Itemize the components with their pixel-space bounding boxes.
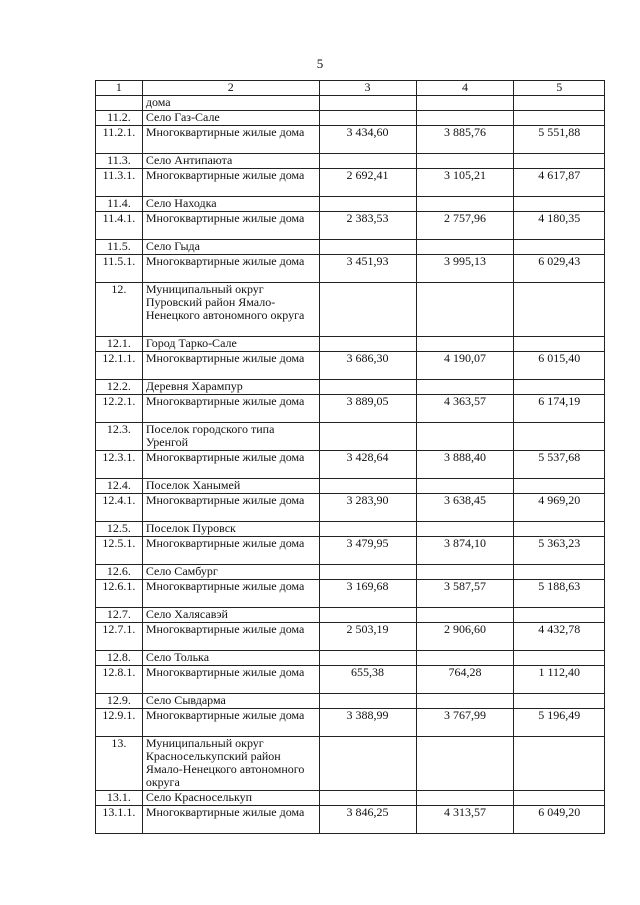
value-col4-cell [416, 791, 514, 806]
table-row [96, 522, 605, 537]
row-name-cell: Деревня Харампур [142, 380, 319, 395]
value-col3-cell [319, 240, 416, 255]
value-col3-cell: 3 451,93 [319, 255, 416, 283]
table-row [96, 96, 605, 111]
value-col5-cell: 4 617,87 [514, 169, 605, 197]
header-cell-1: 1 [96, 81, 143, 96]
row-name-cell: Муниципальный округ Красноселькупский район Ямало-Ненецкого автономного округа [142, 737, 319, 791]
value-col4-cell [416, 522, 514, 537]
value-col3-cell: 3 434,60 [319, 126, 416, 154]
table-row [96, 666, 605, 694]
value-col4-cell: 764,28 [416, 666, 514, 694]
value-col3-cell [319, 479, 416, 494]
row-number-cell: 13.1. [96, 791, 143, 806]
value-col5-cell [514, 380, 605, 395]
row-name-cell: Город Тарко-Сале [142, 337, 319, 352]
value-col4-cell: 3 587,57 [416, 580, 514, 608]
row-number-cell: 12.9.1. [96, 709, 143, 737]
value-col5-cell: 6 015,40 [514, 352, 605, 380]
row-name-cell: Многоквартирные жилые дома [142, 709, 319, 737]
value-col5-cell [514, 96, 605, 111]
value-col3-cell [319, 380, 416, 395]
row-number-cell: 11.5. [96, 240, 143, 255]
row-name-cell: Многоквартирные жилые дома [142, 580, 319, 608]
value-col3-cell: 3 846,25 [319, 806, 416, 834]
row-name-cell: Многоквартирные жилые дома [142, 494, 319, 522]
value-col4-cell [416, 154, 514, 169]
row-number-cell: 12.6. [96, 565, 143, 580]
row-number-cell: 12.4. [96, 479, 143, 494]
value-col3-cell [319, 111, 416, 126]
value-col4-cell [416, 96, 514, 111]
row-name-cell: дома [142, 96, 319, 111]
table-row [96, 154, 605, 169]
row-name-cell: Муниципальный округ Пуровский район Ямало-Ненецкого автономного округа [142, 283, 319, 337]
row-number-cell: 12.3.1. [96, 451, 143, 479]
table-row [96, 608, 605, 623]
row-name-cell: Многоквартирные жилые дома [142, 623, 319, 651]
value-col5-cell: 4 432,78 [514, 623, 605, 651]
row-name-cell: Многоквартирные жилые дома [142, 352, 319, 380]
row-number-cell: 11.4.1. [96, 212, 143, 240]
header-cell-2: 2 [142, 81, 319, 96]
value-col5-cell: 5 188,63 [514, 580, 605, 608]
value-col5-cell [514, 154, 605, 169]
value-col5-cell [514, 337, 605, 352]
value-col3-cell [319, 651, 416, 666]
header-cell-3: 3 [319, 81, 416, 96]
row-name-cell: Поселок Пуровск [142, 522, 319, 537]
value-col4-cell [416, 337, 514, 352]
value-col4-cell [416, 240, 514, 255]
row-name-cell: Многоквартирные жилые дома [142, 395, 319, 423]
row-name-cell: Многоквартирные жилые дома [142, 126, 319, 154]
value-col3-cell: 3 479,95 [319, 537, 416, 565]
table-row [96, 111, 605, 126]
row-name-cell: Многоквартирные жилые дома [142, 451, 319, 479]
value-col4-cell: 3 874,10 [416, 537, 514, 565]
value-col3-cell: 2 503,19 [319, 623, 416, 651]
table-row [96, 212, 605, 240]
value-col5-cell: 6 174,19 [514, 395, 605, 423]
row-number-cell: 12.7. [96, 608, 143, 623]
value-col5-cell [514, 111, 605, 126]
table-row [96, 423, 605, 451]
table-body [96, 81, 605, 834]
row-number-cell: 12.9. [96, 694, 143, 709]
value-col4-cell: 3 995,13 [416, 255, 514, 283]
row-name-cell: Поселок Ханымей [142, 479, 319, 494]
value-col4-cell [416, 111, 514, 126]
row-name-cell: Село Находка [142, 197, 319, 212]
row-number-cell: 13.1.1. [96, 806, 143, 834]
tariff-table [95, 80, 605, 834]
row-number-cell: 12.8.1. [96, 666, 143, 694]
row-name-cell: Село Самбург [142, 565, 319, 580]
row-number-cell: 11.3. [96, 154, 143, 169]
page-number: 5 [316, 56, 324, 71]
value-col5-cell [514, 791, 605, 806]
value-col3-cell [319, 522, 416, 537]
value-col3-cell [319, 737, 416, 791]
row-name-cell: Многоквартирные жилые дома [142, 169, 319, 197]
value-col4-cell: 3 885,76 [416, 126, 514, 154]
value-col5-cell [514, 608, 605, 623]
row-number-cell: 12.1. [96, 337, 143, 352]
value-col4-cell: 4 363,57 [416, 395, 514, 423]
value-col3-cell: 2 692,41 [319, 169, 416, 197]
row-number-cell: 11.4. [96, 197, 143, 212]
value-col3-cell [319, 283, 416, 337]
value-col3-cell [319, 423, 416, 451]
value-col4-cell: 4 190,07 [416, 352, 514, 380]
value-col3-cell [319, 565, 416, 580]
table-row [96, 580, 605, 608]
header-row [96, 81, 605, 96]
value-col4-cell [416, 565, 514, 580]
value-col5-cell [514, 240, 605, 255]
row-number-cell: 11.3.1. [96, 169, 143, 197]
value-col5-cell [514, 479, 605, 494]
value-col4-cell [416, 737, 514, 791]
value-col5-cell: 5 363,23 [514, 537, 605, 565]
value-col5-cell: 6 029,43 [514, 255, 605, 283]
value-col3-cell: 655,38 [319, 666, 416, 694]
value-col3-cell [319, 197, 416, 212]
value-col5-cell: 5 537,68 [514, 451, 605, 479]
row-number-cell: 12.6.1. [96, 580, 143, 608]
table-row [96, 565, 605, 580]
value-col5-cell: 4 969,20 [514, 494, 605, 522]
row-number-cell: 13. [96, 737, 143, 791]
value-col4-cell: 3 638,45 [416, 494, 514, 522]
value-col5-cell: 5 551,88 [514, 126, 605, 154]
value-col3-cell: 2 383,53 [319, 212, 416, 240]
value-col4-cell: 2 757,96 [416, 212, 514, 240]
value-col3-cell [319, 154, 416, 169]
value-col4-cell: 3 767,99 [416, 709, 514, 737]
table-row [96, 337, 605, 352]
value-col4-cell [416, 283, 514, 337]
row-name-cell: Многоквартирные жилые дома [142, 666, 319, 694]
row-number-cell: 12.5.1. [96, 537, 143, 565]
row-name-cell: Село Красноселькуп [142, 791, 319, 806]
value-col3-cell [319, 337, 416, 352]
row-number-cell: 12.2.1. [96, 395, 143, 423]
row-name-cell: Село Сывдарма [142, 694, 319, 709]
value-col4-cell [416, 651, 514, 666]
value-col3-cell: 3 428,64 [319, 451, 416, 479]
value-col5-cell [514, 423, 605, 451]
row-name-cell: Село Антипаюта [142, 154, 319, 169]
value-col4-cell [416, 694, 514, 709]
value-col5-cell: 1 112,40 [514, 666, 605, 694]
value-col4-cell: 4 313,57 [416, 806, 514, 834]
row-name-cell: Многоквартирные жилые дома [142, 806, 319, 834]
table-row [96, 537, 605, 565]
table-row [96, 479, 605, 494]
header-cell-5: 5 [514, 81, 605, 96]
table-row [96, 806, 605, 834]
table-row [96, 169, 605, 197]
table-row [96, 791, 605, 806]
table-row [96, 197, 605, 212]
value-col4-cell [416, 380, 514, 395]
row-name-cell: Многоквартирные жилые дома [142, 537, 319, 565]
value-col4-cell: 2 906,60 [416, 623, 514, 651]
row-number-cell: 12.8. [96, 651, 143, 666]
value-col4-cell: 3 105,21 [416, 169, 514, 197]
value-col4-cell [416, 608, 514, 623]
value-col3-cell [319, 694, 416, 709]
value-col3-cell [319, 608, 416, 623]
table-row [96, 352, 605, 380]
value-col3-cell: 3 169,68 [319, 580, 416, 608]
value-col5-cell [514, 694, 605, 709]
table-row [96, 694, 605, 709]
value-col5-cell: 5 196,49 [514, 709, 605, 737]
row-number-cell: 12.4.1. [96, 494, 143, 522]
row-name-cell: Село Халясавэй [142, 608, 319, 623]
row-name-cell: Многоквартирные жилые дома [142, 255, 319, 283]
value-col3-cell: 3 889,05 [319, 395, 416, 423]
value-col3-cell [319, 96, 416, 111]
table-row [96, 283, 605, 337]
value-col5-cell [514, 283, 605, 337]
row-number-cell: 12.7.1. [96, 623, 143, 651]
value-col5-cell [514, 737, 605, 791]
row-number-cell: 12.1.1. [96, 352, 143, 380]
value-col5-cell [514, 651, 605, 666]
value-col4-cell: 3 888,40 [416, 451, 514, 479]
value-col3-cell: 3 686,30 [319, 352, 416, 380]
row-number-cell: 12.2. [96, 380, 143, 395]
table-row [96, 240, 605, 255]
row-name-cell: Многоквартирные жилые дома [142, 212, 319, 240]
value-col4-cell [416, 197, 514, 212]
value-col4-cell [416, 479, 514, 494]
row-number-cell [96, 96, 143, 111]
value-col5-cell: 4 180,35 [514, 212, 605, 240]
table-row [96, 494, 605, 522]
value-col5-cell [514, 197, 605, 212]
row-number-cell: 12.5. [96, 522, 143, 537]
row-number-cell: 12.3. [96, 423, 143, 451]
table-row [96, 737, 605, 791]
value-col4-cell [416, 423, 514, 451]
row-number-cell: 12. [96, 283, 143, 337]
row-name-cell: Село Толька [142, 651, 319, 666]
value-col5-cell [514, 522, 605, 537]
row-name-cell: Поселок городского типа Уренгой [142, 423, 319, 451]
row-number-cell: 11.2.1. [96, 126, 143, 154]
table-row [96, 380, 605, 395]
row-number-cell: 11.2. [96, 111, 143, 126]
table-row [96, 395, 605, 423]
row-name-cell: Село Гыда [142, 240, 319, 255]
table-row [96, 451, 605, 479]
header-cell-4: 4 [416, 81, 514, 96]
value-col3-cell: 3 283,90 [319, 494, 416, 522]
value-col3-cell: 3 388,99 [319, 709, 416, 737]
row-name-cell: Село Газ-Сале [142, 111, 319, 126]
table-row [96, 651, 605, 666]
value-col5-cell [514, 565, 605, 580]
value-col3-cell [319, 791, 416, 806]
table-row [96, 126, 605, 154]
table-row [96, 623, 605, 651]
row-number-cell: 11.5.1. [96, 255, 143, 283]
value-col5-cell: 6 049,20 [514, 806, 605, 834]
table-row [96, 709, 605, 737]
table-row [96, 255, 605, 283]
